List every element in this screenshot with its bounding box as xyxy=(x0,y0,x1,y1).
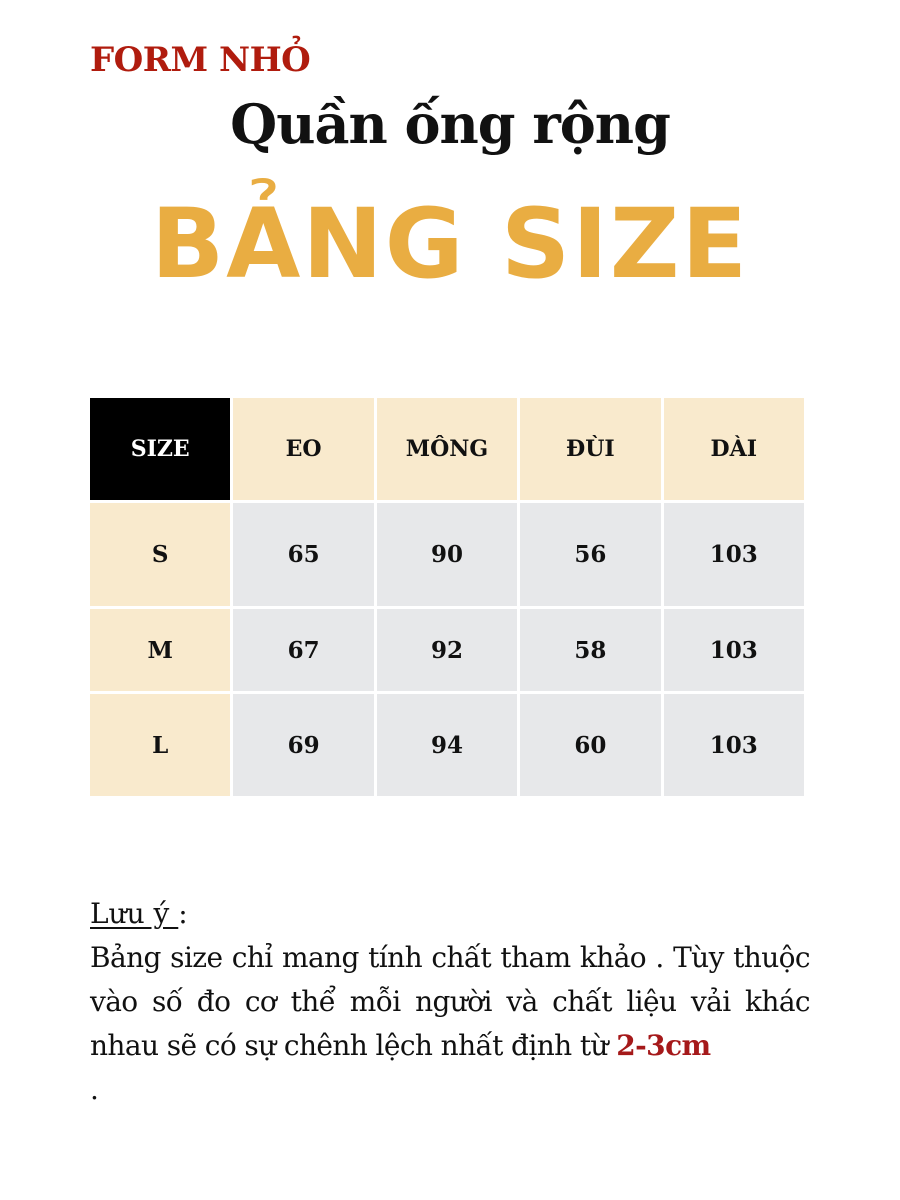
note-highlight: 2-3cm xyxy=(616,1029,711,1062)
thigh-cell: 60 xyxy=(520,694,660,796)
length-cell: 103 xyxy=(664,609,804,691)
table-header-row xyxy=(90,398,804,500)
note-body xyxy=(90,936,810,1112)
note-heading-colon: : xyxy=(178,897,188,930)
size-cell: M xyxy=(90,609,230,691)
hip-cell: 90 xyxy=(377,503,517,606)
table-row xyxy=(90,503,804,606)
column-header-thigh: ĐÙI xyxy=(520,398,660,500)
size-note xyxy=(90,892,810,1112)
thigh-cell: 56 xyxy=(520,503,660,606)
waist-cell: 65 xyxy=(233,503,373,606)
note-heading-text: Lưu ý xyxy=(90,897,179,930)
table-row xyxy=(90,609,804,691)
hip-cell: 92 xyxy=(377,609,517,691)
table-row xyxy=(90,694,804,796)
hip-cell: 94 xyxy=(377,694,517,796)
column-header-size: SIZE xyxy=(90,398,230,500)
page-title: BẢNG SIZE xyxy=(150,188,750,300)
length-cell: 103 xyxy=(664,694,804,796)
form-label: FORM NHỎ xyxy=(90,40,311,80)
length-cell: 103 xyxy=(664,503,804,606)
product-subtitle: Quần ống rộng xyxy=(230,92,670,156)
column-header-length: DÀI xyxy=(664,398,804,500)
waist-cell: 69 xyxy=(233,694,373,796)
size-chart-table xyxy=(87,395,807,799)
size-cell: S xyxy=(90,503,230,606)
note-ending: . xyxy=(90,1073,99,1106)
note-body-text: Bảng size chỉ mang tính chất tham khảo . Tùy thuộc vào số đo cơ thể mỗi người và chất liệu vải khác nhau sẽ có sự chênh lệch nhất định từ xyxy=(90,941,810,1062)
waist-cell: 67 xyxy=(233,609,373,691)
column-header-hip: MÔNG xyxy=(377,398,517,500)
thigh-cell: 58 xyxy=(520,609,660,691)
note-heading xyxy=(90,892,810,936)
size-cell: L xyxy=(90,694,230,796)
column-header-waist: EO xyxy=(233,398,373,500)
